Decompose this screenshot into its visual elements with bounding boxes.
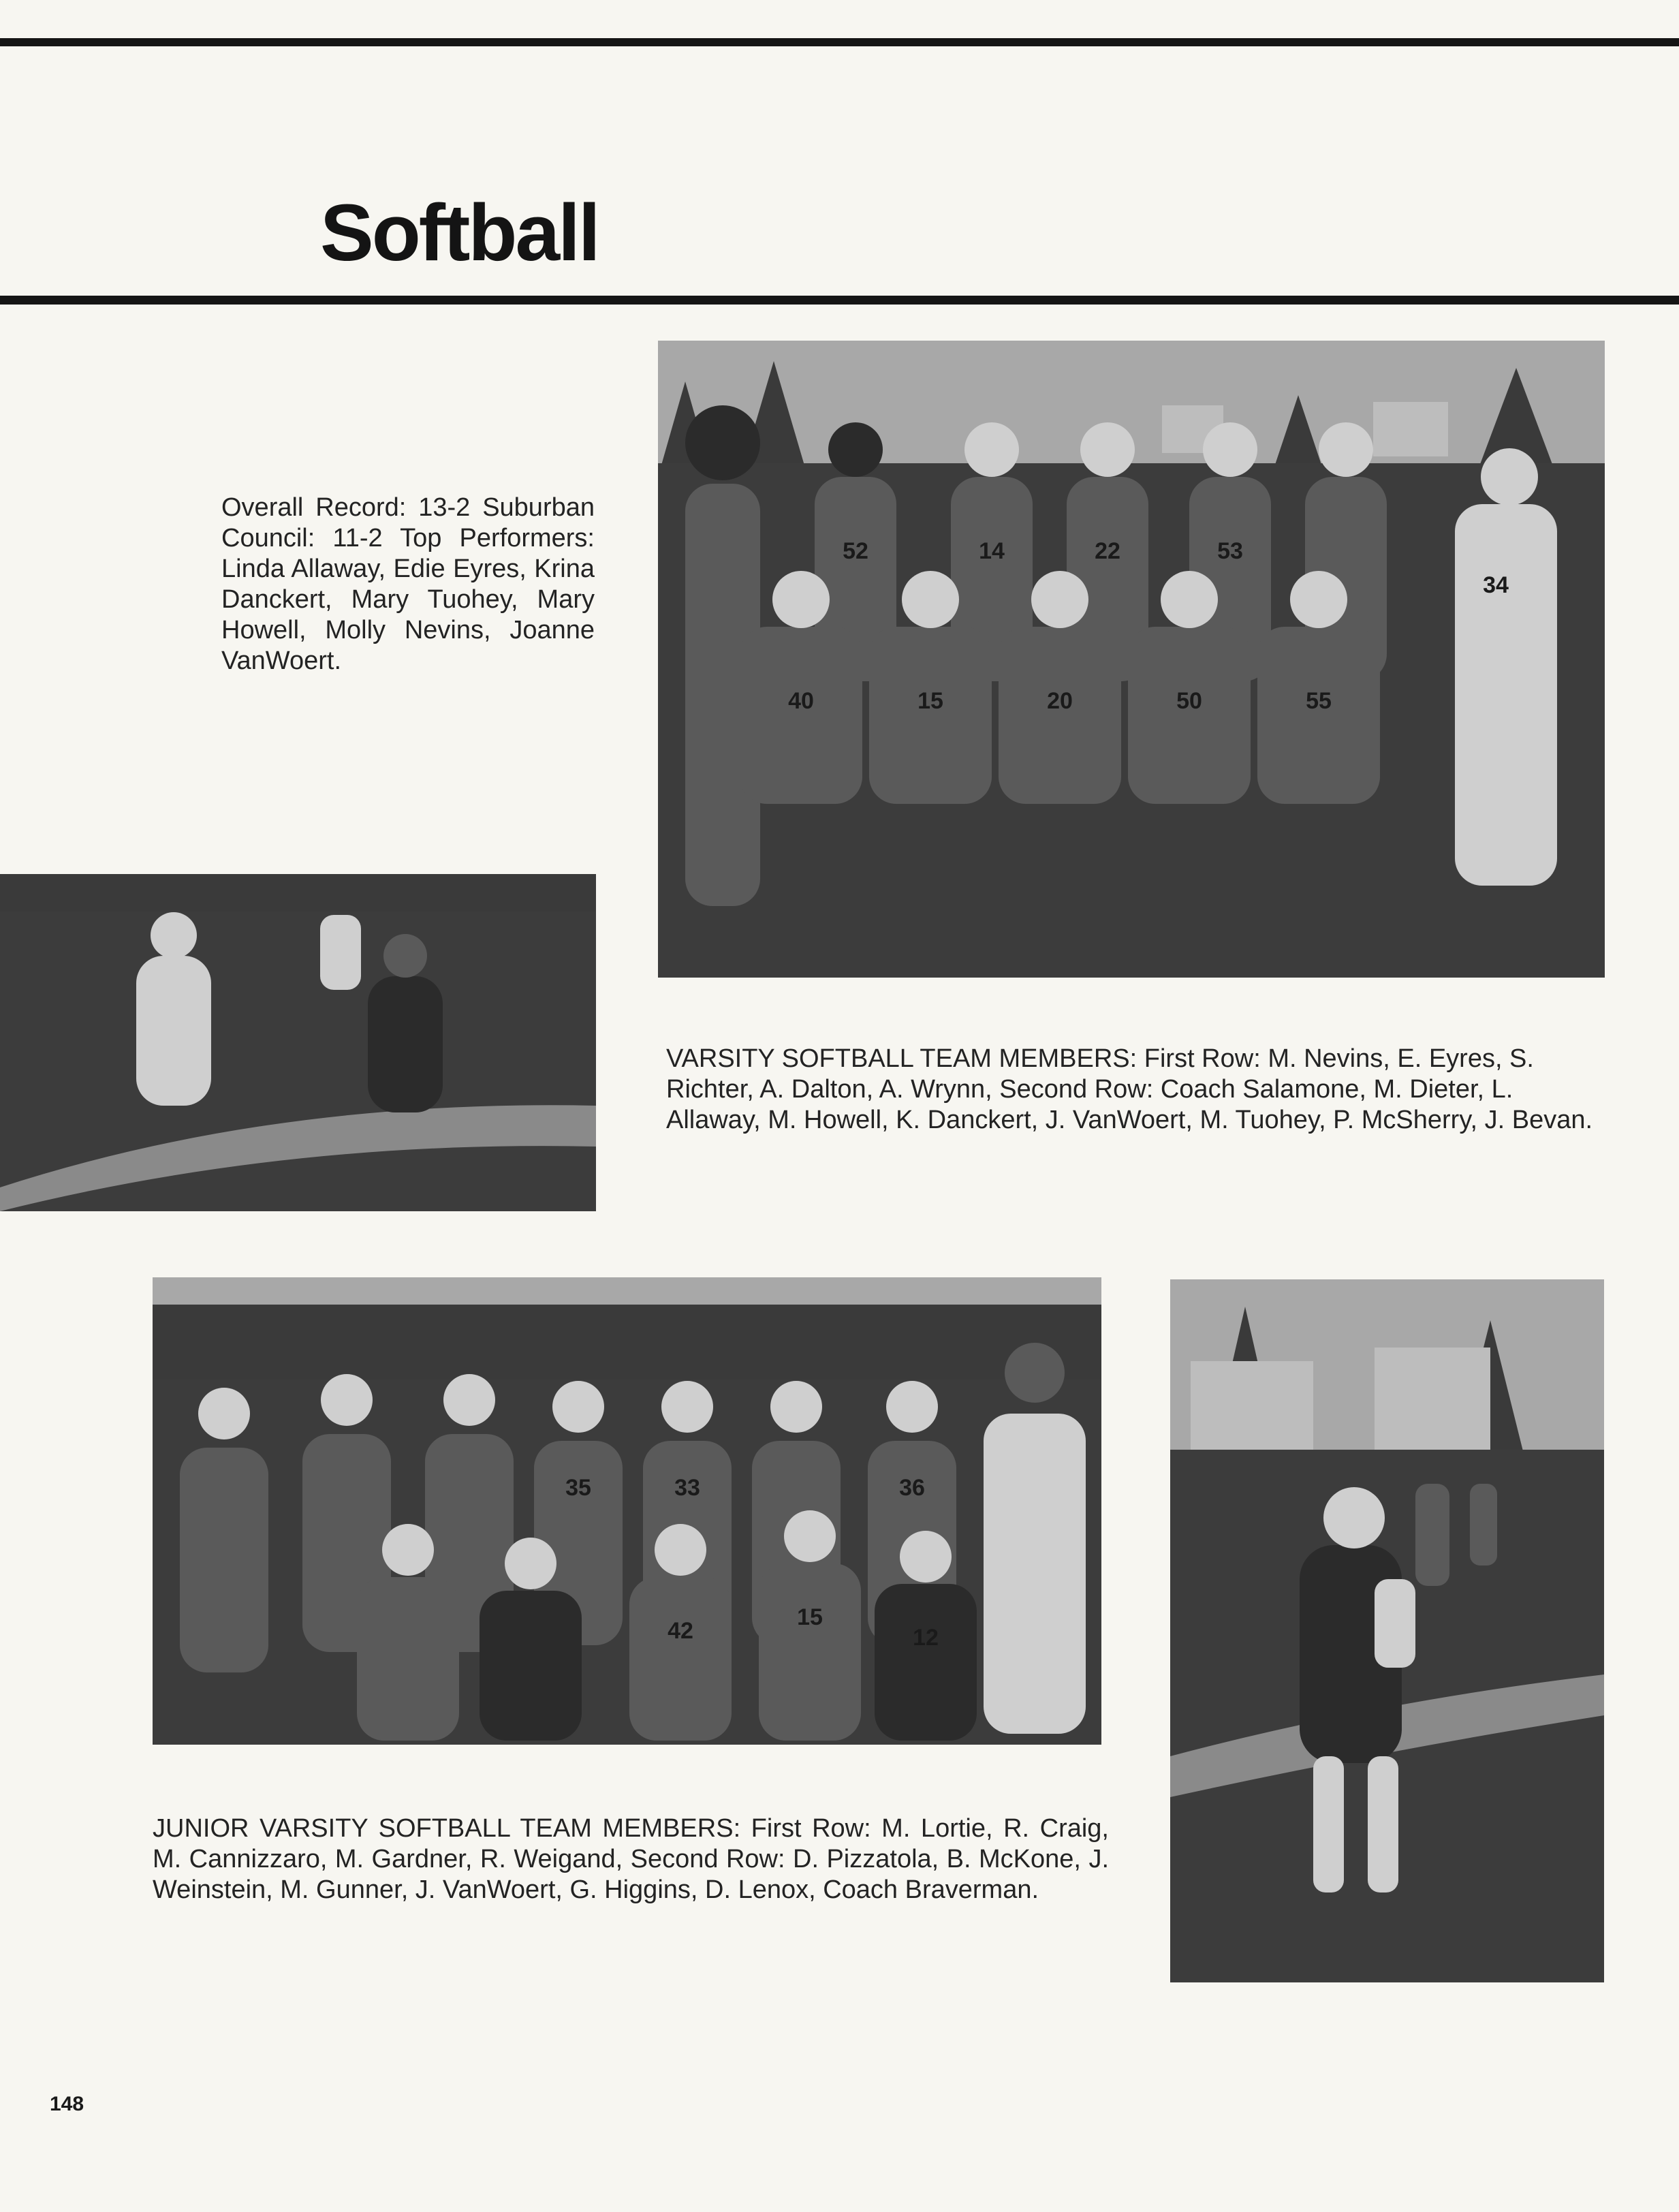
jersey-number: 34 — [1483, 572, 1509, 598]
top-rule — [0, 38, 1679, 46]
base-running-photo — [0, 874, 596, 1211]
page-number: 148 — [50, 2093, 84, 2115]
jersey-number: 14 — [979, 538, 1005, 564]
jersey-number: 52 — [843, 538, 868, 564]
jersey-number: 15 — [797, 1604, 823, 1630]
season-record-text: Overall Record: 13-2 Suburban Council: 11-2 Top Performers: Linda Allaway, Edie Eyres, Krina Danckert, Mary Tuohey, Mary Howell, Molly Nevins, Joanne VanWoert. — [221, 493, 595, 675]
jersey-number: 22 — [1095, 538, 1120, 564]
jersey-number: 20 — [1047, 688, 1073, 714]
junior-varsity-team-photo — [153, 1277, 1101, 1745]
jersey-number: 53 — [1217, 538, 1243, 564]
jersey-number: 42 — [668, 1618, 693, 1644]
jersey-number: 36 — [899, 1475, 925, 1501]
varsity-caption: VARSITY SOFTBALL TEAM MEMBERS: First Row: M. Nevins, E. Eyres, S. Richter, A. Dalton, A. Wrynn, Second Row: Coach Salamone, M. Dieter, L. Allaway, M. Howell, K. Danckert, J. VanWoert, M. Tuohey, P. McSherry, J. Bevan. — [666, 1044, 1593, 1134]
jersey-number: 35 — [565, 1475, 591, 1501]
jersey-number: 50 — [1176, 688, 1202, 714]
fielder-photo — [1170, 1279, 1604, 1982]
jersey-number: 15 — [917, 688, 943, 714]
title-rule — [0, 296, 1679, 305]
jersey-number: 55 — [1306, 688, 1332, 714]
jersey-number: 40 — [788, 688, 814, 714]
jersey-number: 33 — [674, 1475, 700, 1501]
jersey-number: 12 — [913, 1625, 939, 1651]
page-title: Softball — [320, 188, 599, 278]
junior-varsity-caption: JUNIOR VARSITY SOFTBALL TEAM MEMBERS: First Row: M. Lortie, R. Craig, M. Cannizzaro, M. Gardner, R. Weigand, Second Row: D. Pizzatola, B. McKone, J. Weinstein, M. Gunner, J. VanWoert, G. Higgins, D. Lenox, Coach Braverman. — [153, 1814, 1109, 1904]
varsity-team-photo — [658, 341, 1605, 978]
